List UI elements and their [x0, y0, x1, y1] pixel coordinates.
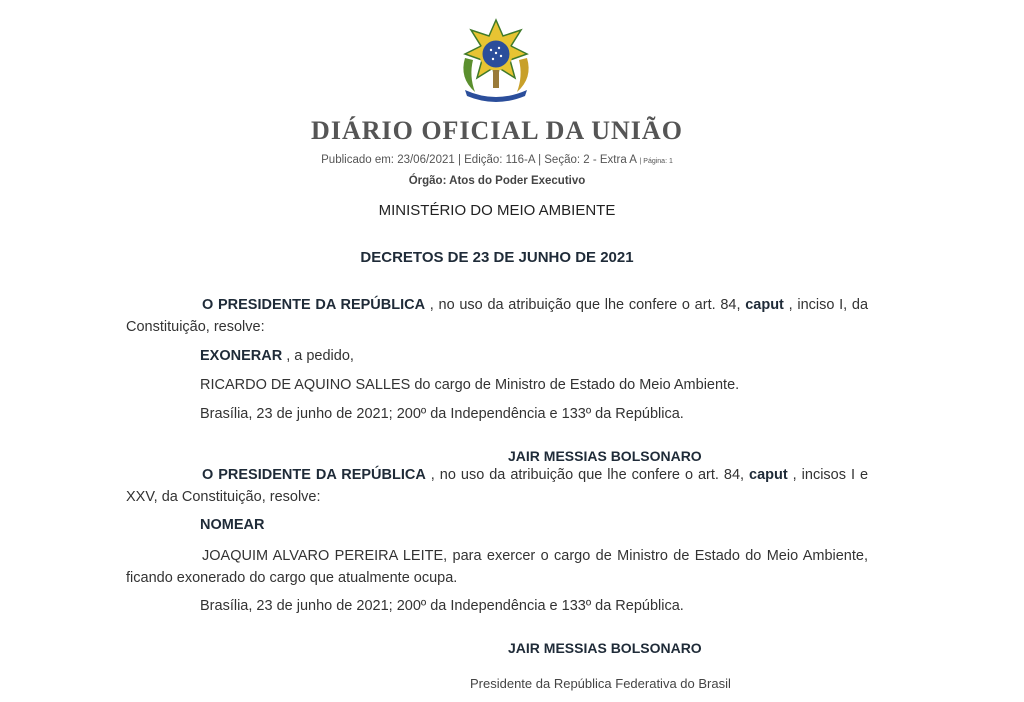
page-number: | Página: 1 — [639, 158, 673, 165]
decree1-subject: O PRESIDENTE DA REPÚBLICA — [202, 297, 426, 313]
decree2-action: NOMEAR — [200, 517, 265, 533]
organ-label: Órgão: Atos do Poder Executivo — [408, 175, 586, 187]
publication-details: Publicado em: 23/06/2021 | Edição: 116-A | Seção: 2 - Extra A — [321, 154, 637, 166]
decree2-signature: JAIR MESSIAS BOLSONARO — [508, 640, 702, 656]
publication-info — [0, 154, 994, 166]
decree2-preamble: O PRESIDENTE DA REPÚBLICA , no uso da atribuição que lhe confere o art. 84, caput , incisos I e XXV, da Constituição, resolve: — [126, 467, 869, 505]
coat-of-arms-icon — [455, 18, 537, 104]
decree1-signature: JAIR MESSIAS BOLSONARO — [508, 448, 702, 464]
decree1-place-date: Brasília, 23 de junho de 2021; 200º da Independência e 133º da República. — [200, 406, 684, 422]
decree1-caput: caput — [745, 297, 784, 313]
decree2-caput: caput — [749, 467, 788, 483]
decree2-body: JOAQUIM ALVARO PEREIRA LEITE, para exercer o cargo de Ministro de Estado do Meio Ambiente, ficando exonerado do cargo que atualmente ocupa. — [126, 548, 868, 586]
decree1-body: RICARDO DE AQUINO SALLES do cargo de Ministro de Estado do Meio Ambiente. — [200, 377, 740, 393]
decree1-action: EXONERAR , a pedido, — [200, 348, 354, 364]
decree1-preamble: O PRESIDENTE DA REPÚBLICA , no uso da atribuição que lhe confere o art. 84, caput , inciso I, da Constituição, resolve: — [126, 297, 869, 335]
decree2-subject: O PRESIDENTE DA REPÚBLICA — [202, 467, 426, 483]
page-title: DIÁRIO OFICIAL DA UNIÃO — [311, 116, 683, 145]
signature-title: Presidente da República Federativa do Brasil — [470, 676, 731, 691]
ministry-heading: MINISTÉRIO DO MEIO AMBIENTE — [378, 202, 616, 219]
decree2-place-date: Brasília, 23 de junho de 2021; 200º da Independência e 133º da República. — [200, 598, 684, 614]
decree-heading: DECRETOS DE 23 DE JUNHO DE 2021 — [360, 249, 634, 266]
